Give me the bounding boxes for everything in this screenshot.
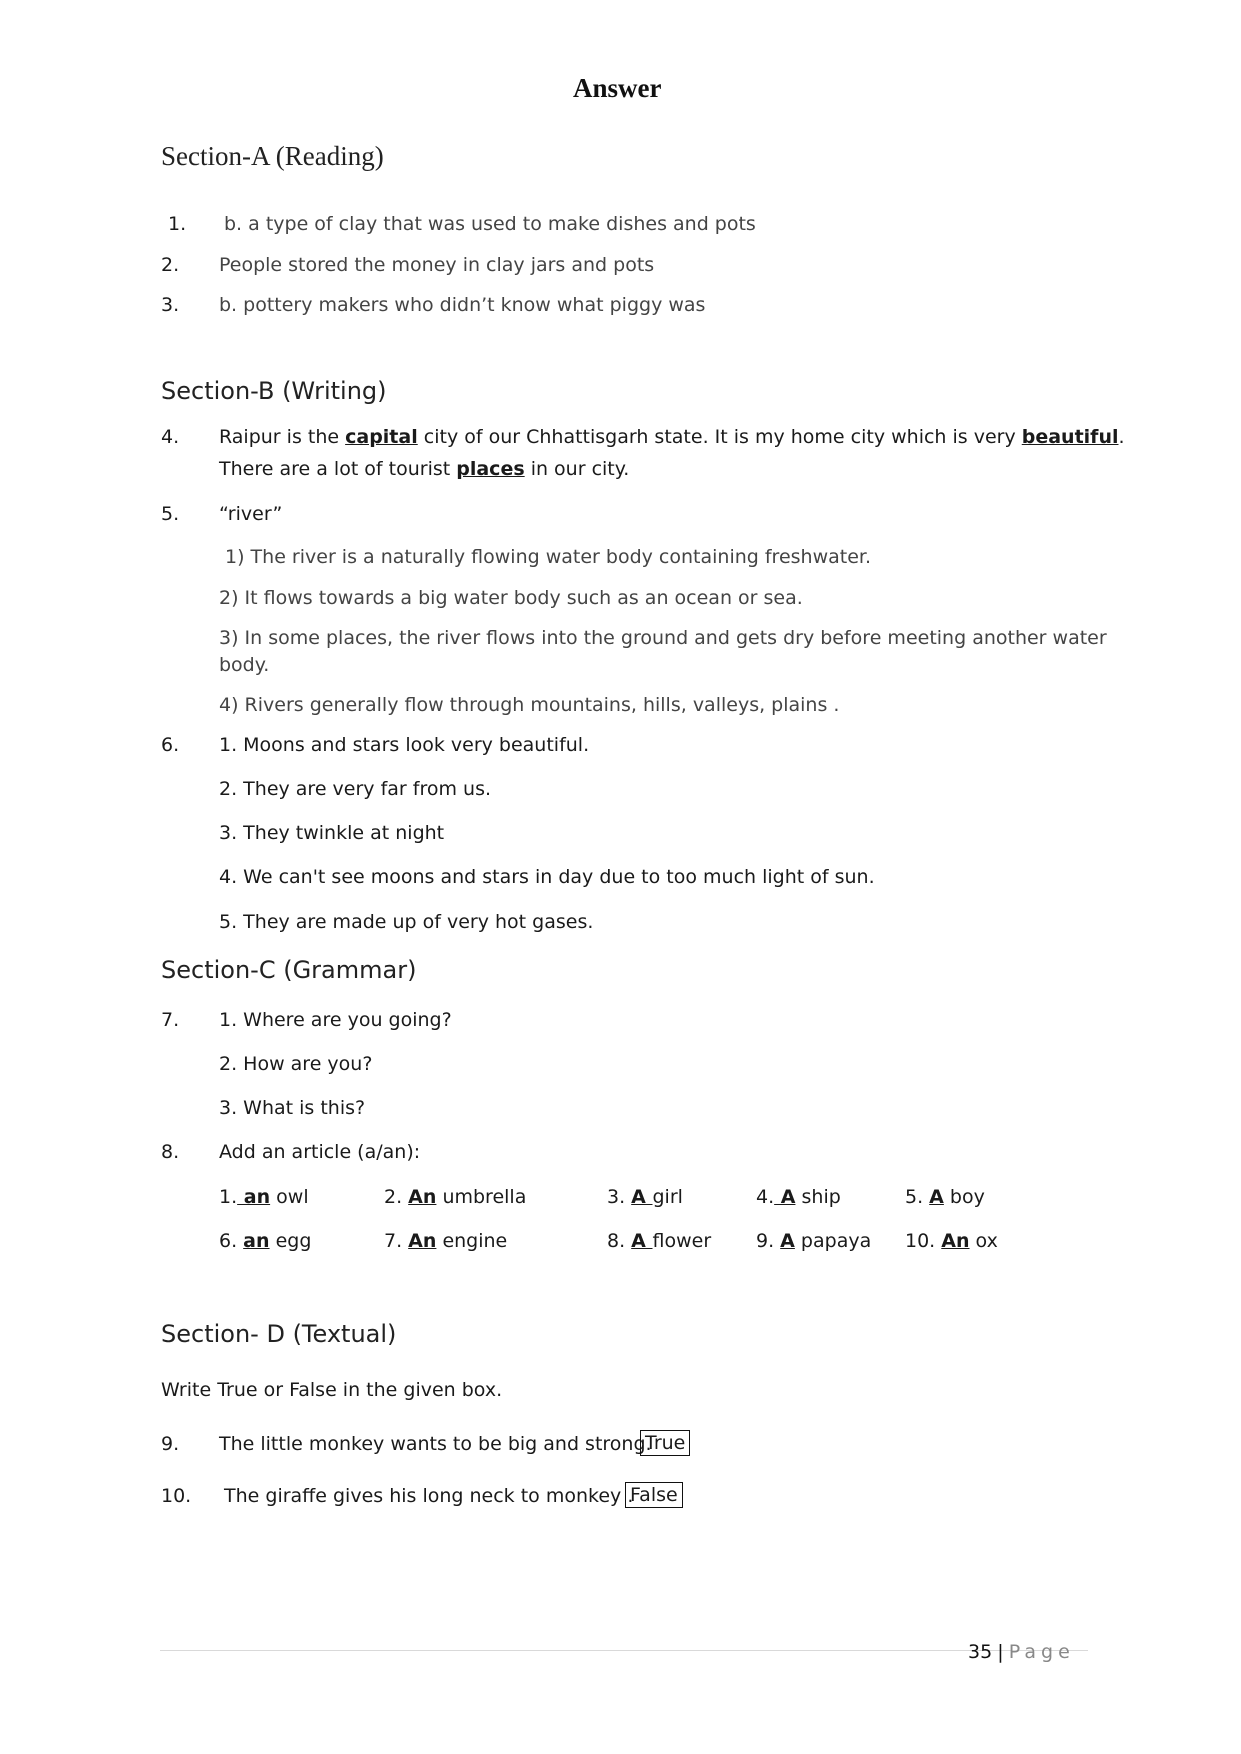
article-item <box>219 1186 309 1208</box>
article-answer: An <box>941 1230 970 1252</box>
reading-answer-3: b. pottery makers who didn’t know what piggy was <box>219 294 706 316</box>
article-noun: girl <box>652 1186 683 1208</box>
q6-line: 1. Moons and stars look very beautiful. <box>219 734 590 756</box>
q4-line-2 <box>219 458 629 480</box>
q10-text: The giraffe gives his long neck to monkey . <box>224 1485 634 1507</box>
article-answer: A <box>780 1230 795 1252</box>
article-number: 8. <box>607 1230 632 1252</box>
article-answer: A <box>774 1186 796 1208</box>
article-number: 9. <box>756 1230 781 1252</box>
q4-number: 4. <box>161 426 180 448</box>
q4-text-part: in our city. <box>524 458 630 480</box>
q9-number: 9. <box>161 1433 180 1455</box>
article-number: 6. <box>219 1230 244 1252</box>
q6-number: 6. <box>161 734 180 756</box>
article-answer: An <box>408 1230 437 1252</box>
reading-answer-1: b. a type of clay that was used to make dishes and pots <box>224 213 756 235</box>
reading-answer-2: People stored the money in clay jars and pots <box>219 254 655 276</box>
article-item <box>756 1186 841 1208</box>
page-title: Answer <box>573 73 662 103</box>
q5-line: 3) In some places, the river flows into the ground and gets dry before meeting another water <box>219 627 1107 649</box>
q9-answer-box: True <box>640 1430 690 1456</box>
q6-line: 4. We can't see moons and stars in day due to too much light of sun. <box>219 866 875 888</box>
article-number: 2. <box>384 1186 409 1208</box>
article-answer: A <box>929 1186 944 1208</box>
q10-number: 10. <box>161 1485 192 1507</box>
article-noun: egg <box>269 1230 312 1252</box>
article-noun: engine <box>436 1230 508 1252</box>
q7-line: 1. Where are you going? <box>219 1009 452 1031</box>
article-answer: an <box>237 1186 271 1208</box>
article-item <box>905 1186 985 1208</box>
article-item <box>607 1186 683 1208</box>
q5-line: body. <box>219 654 270 676</box>
section-d-heading: Section- D (Textual) <box>161 1320 397 1348</box>
page-separator: | <box>997 1641 1004 1663</box>
article-answer: A <box>631 1230 653 1252</box>
q6-line: 5. They are made up of very hot gases. <box>219 911 594 933</box>
article-number: 10. <box>905 1230 942 1252</box>
article-item <box>219 1230 311 1252</box>
q4-text-part: . <box>1118 426 1125 448</box>
article-noun: umbrella <box>436 1186 527 1208</box>
textual-instruction: Write True or False in the given box. <box>161 1379 503 1401</box>
article-noun: ox <box>969 1230 998 1252</box>
q8-number: 8. <box>161 1141 180 1163</box>
article-item <box>384 1230 507 1252</box>
article-number: 4. <box>756 1186 775 1208</box>
article-answer: an <box>243 1230 270 1252</box>
page-number: 35 <box>968 1641 993 1663</box>
q4-line-1 <box>219 426 1125 448</box>
article-number: 1. <box>219 1186 238 1208</box>
q4-underlined-word: capital <box>345 426 418 448</box>
q7-line: 2. How are you? <box>219 1053 373 1075</box>
article-noun: boy <box>943 1186 985 1208</box>
q5-line: 1) The river is a naturally flowing water body containing freshwater. <box>225 546 872 568</box>
q4-underlined-word: beautiful <box>1021 426 1119 448</box>
article-noun: ship <box>795 1186 841 1208</box>
article-item <box>905 1230 998 1252</box>
article-number: 7. <box>384 1230 409 1252</box>
article-item <box>607 1230 711 1252</box>
q5-line: 2) It flows towards a big water body such as an ocean or sea. <box>219 587 803 609</box>
article-number: 5. <box>905 1186 930 1208</box>
q9-text: The little monkey wants to be big and strong. <box>219 1433 652 1455</box>
article-number: 3. <box>607 1186 632 1208</box>
page-label: Page <box>1008 1641 1075 1663</box>
q4-text-part: There are a lot of tourist <box>219 458 457 480</box>
footer-divider <box>160 1650 1088 1651</box>
article-noun: flower <box>652 1230 712 1252</box>
q6-line: 3. They twinkle at night <box>219 822 445 844</box>
article-answer: An <box>408 1186 437 1208</box>
q10-answer-box: False <box>625 1482 683 1508</box>
q7-line: 3. What is this? <box>219 1097 366 1119</box>
article-item <box>384 1186 526 1208</box>
article-noun: papaya <box>794 1230 872 1252</box>
q8-prompt: Add an article (a/an): <box>219 1141 421 1163</box>
reading-number-3: 3. <box>161 294 180 316</box>
page-footer <box>968 1641 1075 1663</box>
q5-number: 5. <box>161 503 180 525</box>
article-item <box>756 1230 871 1252</box>
article-noun: owl <box>270 1186 309 1208</box>
section-a-heading: Section-A (Reading) <box>161 141 384 171</box>
reading-number-2: 2. <box>161 254 180 276</box>
q4-text-part: city of our Chhattisgarh state. It is my home city which is very <box>417 426 1022 448</box>
q4-text-part: Raipur is the <box>219 426 346 448</box>
q5-line: 4) Rivers generally flow through mountains, hills, valleys, plains . <box>219 694 840 716</box>
article-answer: A <box>631 1186 653 1208</box>
q5-word: “river” <box>219 503 283 525</box>
section-b-heading: Section-B (Writing) <box>161 377 387 405</box>
section-c-heading: Section-C (Grammar) <box>161 956 417 984</box>
q4-underlined-word: places <box>456 458 525 480</box>
reading-number-1: 1. <box>168 213 187 235</box>
q6-line: 2. They are very far from us. <box>219 778 492 800</box>
q7-number: 7. <box>161 1009 180 1031</box>
